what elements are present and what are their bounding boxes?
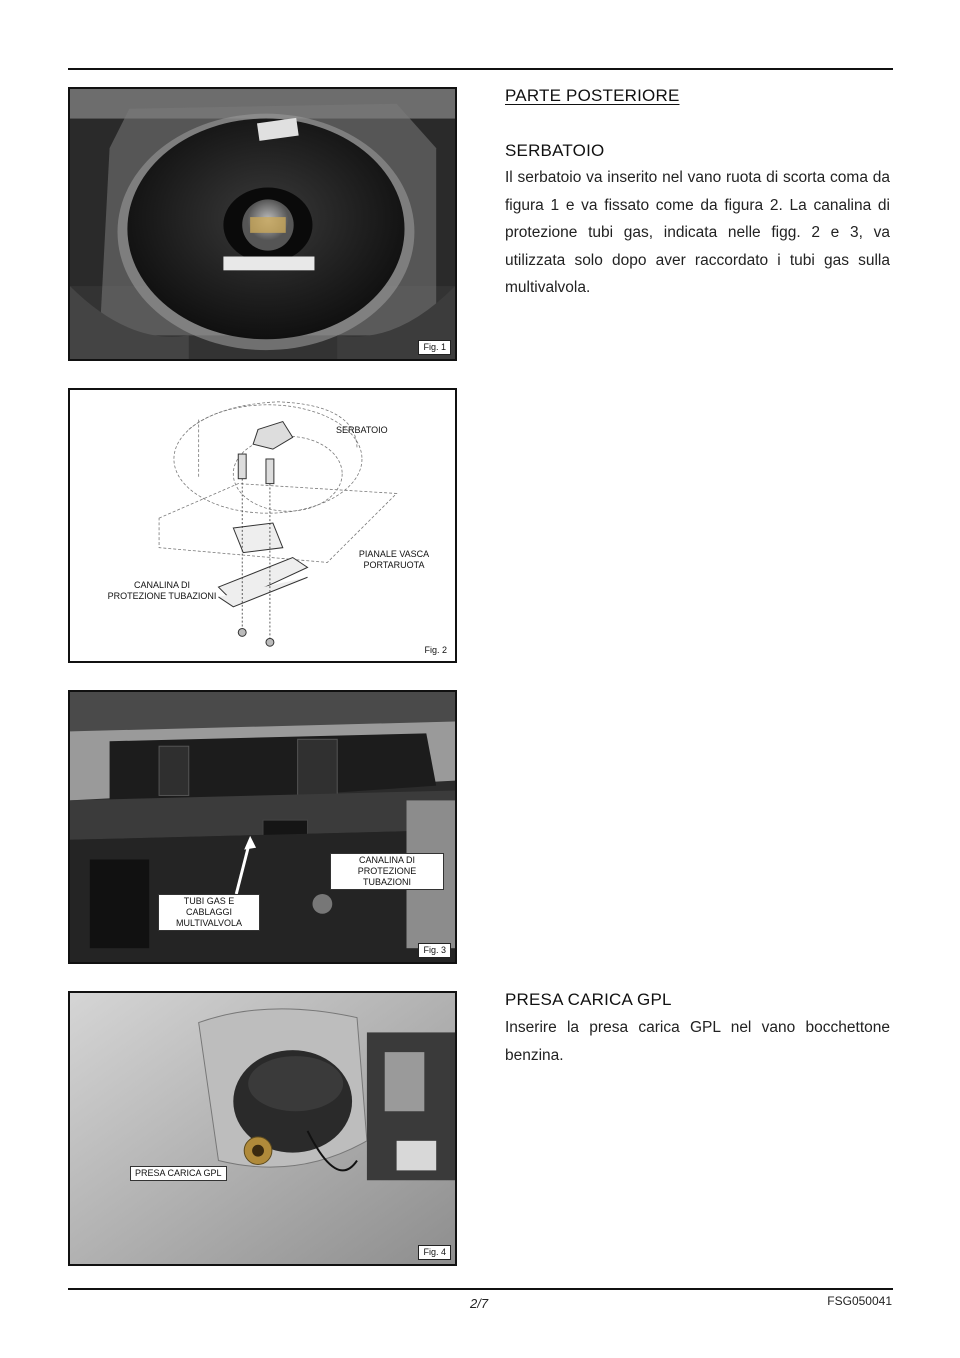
figure-4-photo <box>68 991 457 1266</box>
figure-2-label: Fig. 2 <box>420 644 451 657</box>
figure-4-label: Fig. 4 <box>418 1245 451 1260</box>
document-code: FSG050041 <box>827 1294 892 1308</box>
tank-paragraph: Il serbatoio va inserito nel vano ruota di scorta coma da figura 1 e va fissato come da figura 2. La canalina di protezione tubi gas, indicata nelle figg. 2 e 3, va utilizzata solo dopo aver raccordato i tubi gas sulla multivalvola. <box>505 169 890 296</box>
figure-2-diagram <box>68 388 457 663</box>
filler-paragraph: Inserire la presa carica GPL nel vano bocchettone benzina. <box>505 1019 890 1064</box>
fig4-label-presa: PRESA CARICA GPL <box>130 1166 227 1181</box>
tank-photo-image <box>70 89 455 359</box>
page-number: 2/7 <box>470 1296 489 1311</box>
tank-mounting-drawing <box>70 390 455 661</box>
fig2-label-serbatoio: SERBATOIO <box>336 425 388 435</box>
figure-1-photo <box>68 87 457 361</box>
figure-3-label: Fig. 3 <box>418 943 451 958</box>
fig2-label-pianale: PIANALE VASCA PORTARUOTA <box>358 549 430 570</box>
figure-1-label: Fig. 1 <box>418 340 451 355</box>
lpg-filler-photo-image <box>70 993 455 1264</box>
fig3-label-canalina: CANALINA DI PROTEZIONE TUBAZIONI <box>330 853 444 890</box>
fig3-label-tubi: TUBI GAS E CABLAGGI MULTIVALVOLA <box>158 894 260 931</box>
bottom-rule <box>68 1288 893 1290</box>
section-title: PARTE POSTERIORE <box>505 86 680 105</box>
filler-heading: PRESA CARICA GPL <box>505 990 672 1009</box>
top-rule <box>68 68 893 70</box>
fig2-label-canalina: CANALINA DI PROTEZIONE TUBAZIONI <box>107 580 217 601</box>
tank-heading: SERBATOIO <box>505 141 605 160</box>
pipe-channel-photo-image <box>70 692 455 962</box>
figure-3-photo <box>68 690 457 964</box>
